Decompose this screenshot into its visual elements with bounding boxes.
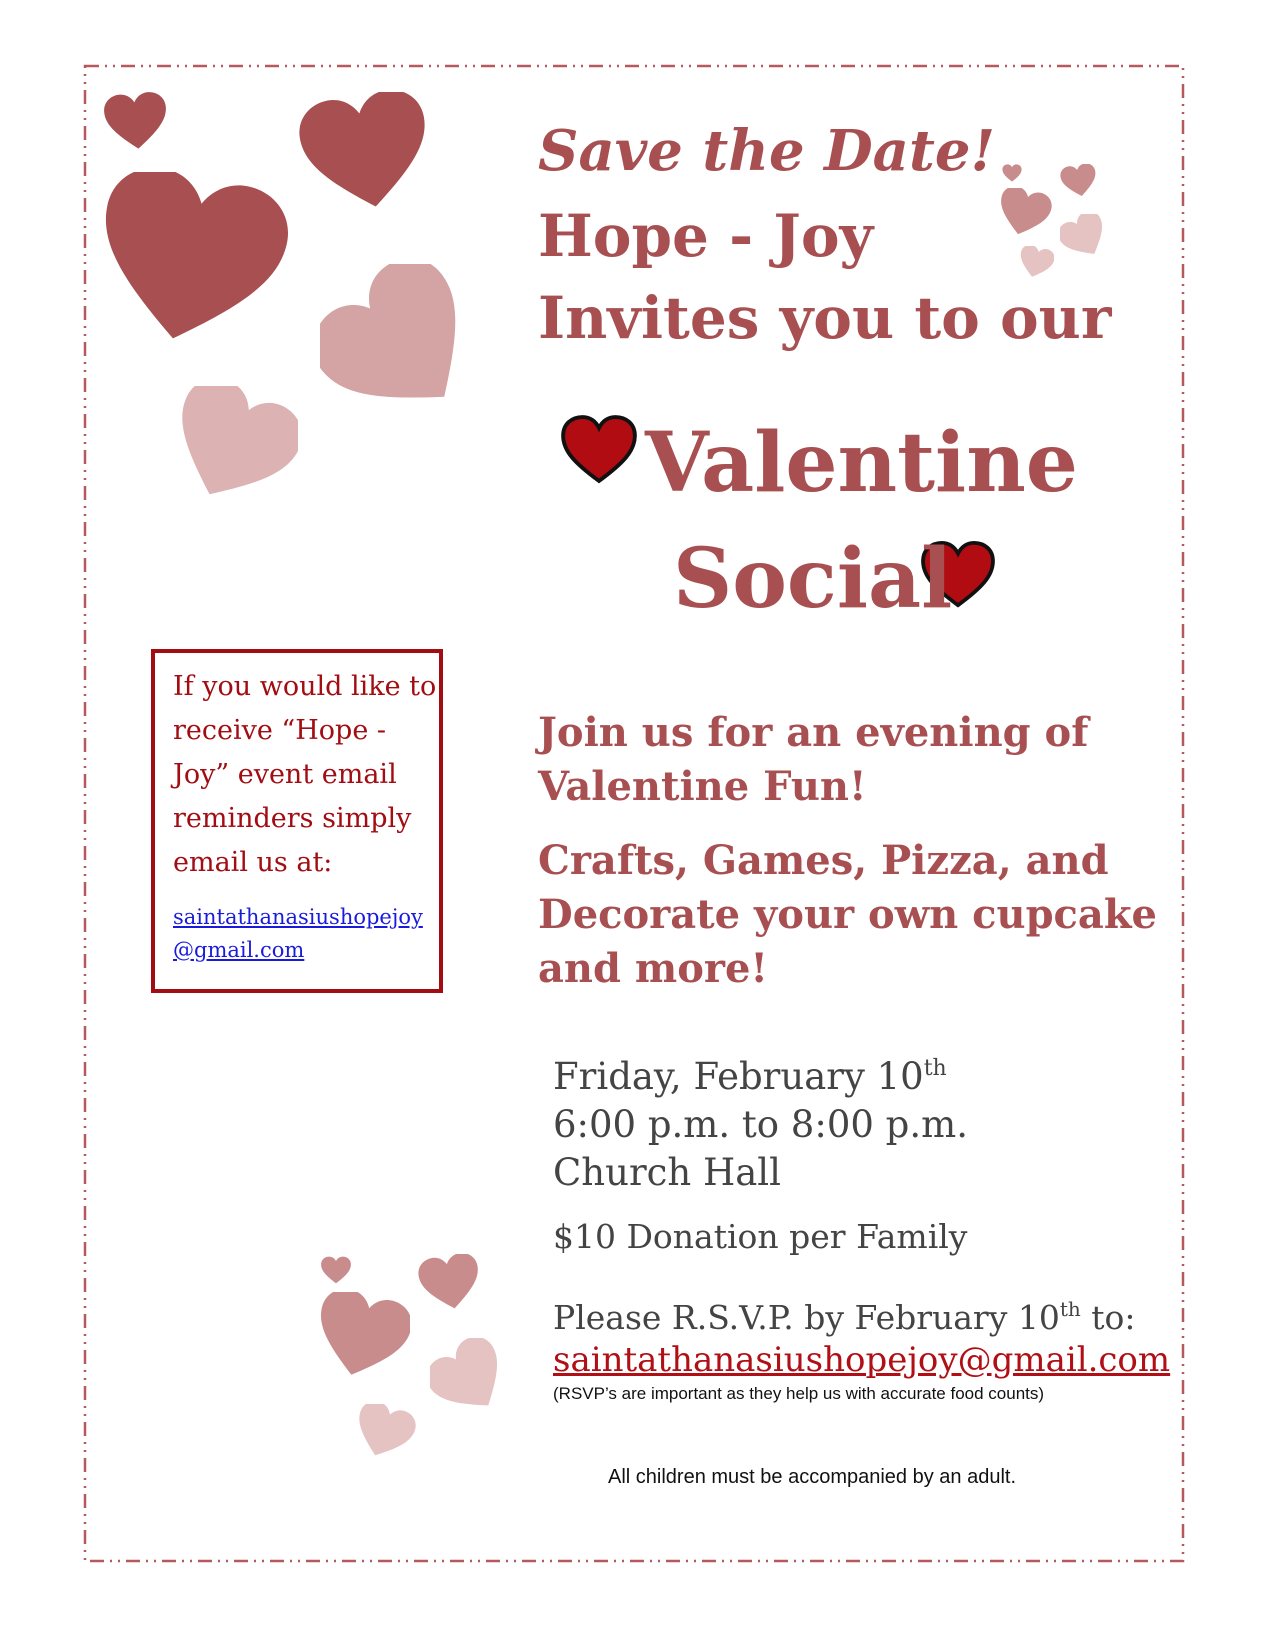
rsvp-prefix: Please R.S.V.P. by February 10 [553, 1298, 1060, 1337]
adult-note: All children must be accompanied by an adult. [608, 1466, 1017, 1488]
valentine-title: Valentine [645, 415, 1078, 511]
rsvp-date-suffix: th [1059, 1297, 1081, 1321]
event-details [553, 1045, 968, 1197]
event-date-text: Friday, February 10 [553, 1055, 924, 1098]
heart-icon [1002, 164, 1022, 182]
heart-icon [996, 188, 1052, 236]
event-location: Church Hall [553, 1151, 781, 1194]
join-line-2: Valentine Fun! [538, 763, 867, 810]
donation-text: $10 Donation per Family [553, 1217, 968, 1256]
activities-line-1: Crafts, Games, Pizza, and [538, 837, 1109, 884]
heart-icon [320, 1256, 352, 1284]
heart-icon [103, 92, 169, 150]
join-text [538, 706, 1088, 814]
heart-icon [1018, 246, 1054, 278]
rsvp-text [553, 1297, 1136, 1337]
invites-heading: Invites you to our [538, 284, 1112, 352]
heart-icon [168, 386, 298, 502]
activities-line-2: Decorate your own cupcake [538, 891, 1157, 938]
heart-icon [352, 1404, 416, 1458]
heart-icon [418, 1254, 482, 1310]
rsvp-to: to: [1080, 1298, 1136, 1337]
event-date [553, 1045, 968, 1101]
save-the-date-heading: Save the Date! [538, 118, 996, 184]
hope-joy-heading: Hope - Joy [538, 202, 874, 270]
heart-icon [1060, 164, 1098, 197]
heart-icon [320, 264, 480, 424]
event-date-suffix: th [923, 1056, 947, 1081]
rsvp-email-link[interactable]: saintathanasiushopejoy@gmail.com [553, 1340, 1171, 1380]
heart-icon [430, 1338, 508, 1418]
email-reminder-link[interactable]: saintathanasiushopejoy@gmail.com [173, 905, 423, 962]
join-line-1: Join us for an evening of [538, 709, 1089, 756]
social-title: Social [673, 531, 953, 627]
heart-icon [560, 412, 638, 486]
heart-icon [92, 172, 288, 344]
email-reminder-box [151, 649, 443, 993]
heart-icon [1060, 214, 1108, 258]
heart-icon [296, 92, 436, 210]
activities-line-3: and more! [538, 945, 768, 992]
rsvp-note: (RSVP’s are important as they help us with accurate food counts) [553, 1384, 1045, 1403]
email-reminder-text: If you would like to receive “Hope - Joy” event email reminders simply email us at: [173, 671, 437, 878]
activities-text [538, 834, 1157, 996]
event-time: 6:00 p.m. to 8:00 p.m. [553, 1103, 968, 1146]
heart-icon [314, 1292, 410, 1378]
